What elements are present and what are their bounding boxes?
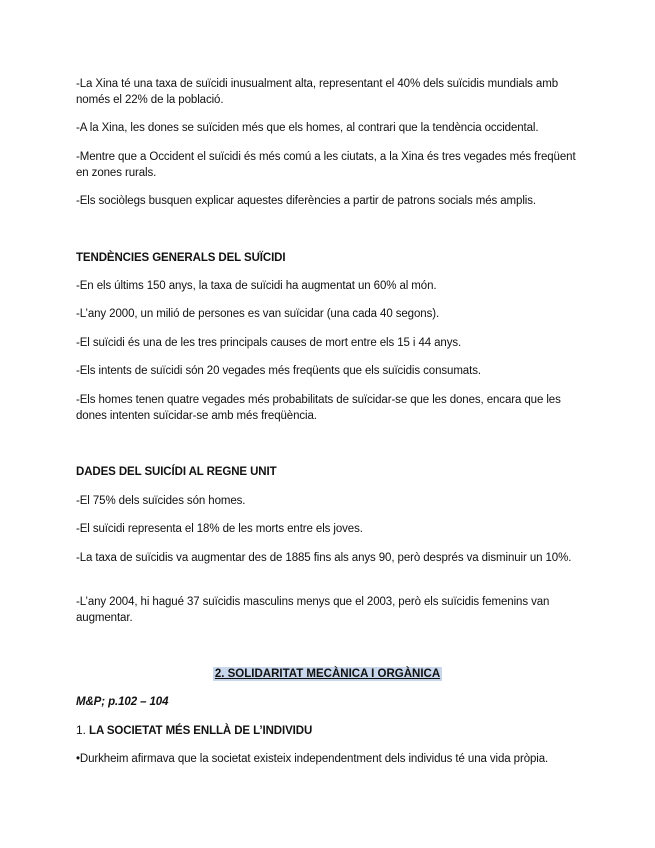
paragraph: -Els sociòlegs busquen explicar aquestes diferències a partir de patrons socials més amplis.	[76, 195, 536, 207]
bullet-paragraph: •Durkheim afirmava que la societat existeix independentment dels individus té una vida pròpia.	[76, 753, 549, 765]
paragraph: -La Xina té una taxa de suïcidi inusualment alta, representant el 40% dels suïcidis mundials amb només el 22% de la població.	[76, 78, 558, 106]
section-title	[0, 666, 655, 682]
reference: M&P; p.102 – 104	[76, 696, 169, 708]
section-title-text: 2. SOLIDARITAT MECÀNICA I ORGÀNICA	[214, 668, 441, 680]
subheading-number: 1.	[76, 723, 90, 737]
section-heading-trends: TENDÈNCIES GENERALS DEL SUÏCIDI	[76, 252, 286, 264]
paragraph: -L’any 2004, hi hagué 37 suïcidis masculins menys que el 2003, però els suïcidis femenins van augmentar.	[76, 596, 550, 624]
paragraph: -Els homes tenen quatre vegades més probabilitats de suïcidar-se que les dones, encara que les dones intenten suïcidar-se amb més freqüència.	[76, 394, 561, 422]
subheading	[76, 722, 576, 739]
paragraph: -El suïcidi és una de les tres principals causes de mort entre els 15 i 44 anys.	[76, 337, 462, 349]
paragraph: -L’any 2000, un milió de persones es van suïcidar (una cada 40 segons).	[76, 308, 440, 320]
paragraph: -Mentre que a Occident el suïcidi és més comú a les ciutats, a la Xina és tres vegades més freqüent en zones rurals.	[76, 151, 576, 179]
paragraph: -Els intents de suïcidi són 20 vegades més freqüents que els suïcidis consumats.	[76, 365, 481, 377]
subheading-text: LA SOCIETAT MÉS ENLLÀ DE L’INDIVIDU	[89, 725, 313, 737]
paragraph: -A la Xina, les dones se suïciden més que els homes, al contrari que la tendència occidental.	[76, 122, 539, 134]
paragraph: -El suïcidi representa el 18% de les morts entre els joves.	[76, 523, 363, 535]
section-heading-uk: DADES DEL SUICÍDI AL REGNE UNIT	[76, 466, 277, 478]
paragraph: -En els últims 150 anys, la taxa de suïcidi ha augmentat un 60% al món.	[76, 280, 437, 292]
paragraph: -El 75% dels suïcides són homes.	[76, 495, 246, 507]
paragraph: -La taxa de suïcidis va augmentar des de 1885 fins als anys 90, però després va disminuir un 10%.	[76, 552, 572, 564]
